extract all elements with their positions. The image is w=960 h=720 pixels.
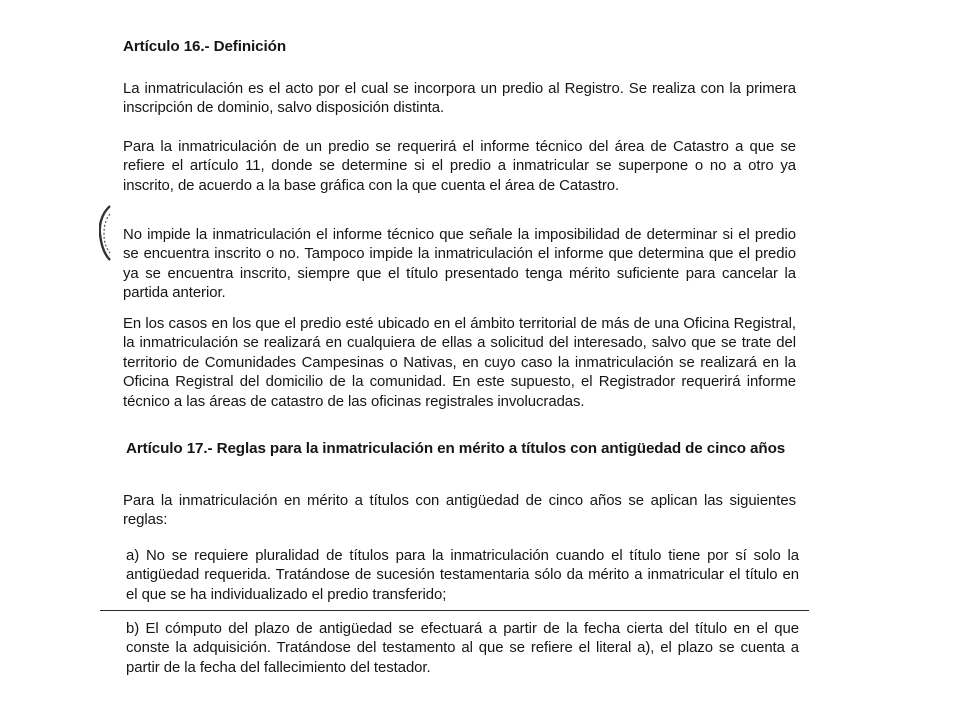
page-break-divider [100, 610, 809, 611]
article-16-paragraph-3: No impide la inmatriculación el informe técnico que señale la imposibilidad de determinar si el predio se encuentra inscrito o no. Tampoco impide la inmatriculación el informe que determina que el predio ya se encuentra inscrito, siempre que el título presentado tenga mérito suficiente para cancelar la partida anterior. [123, 227, 796, 302]
article-16-heading: Artículo 16.- Definición [123, 38, 286, 55]
seal-stamp-icon [99, 204, 111, 262]
article-17-heading: Artículo 17.- Reglas para la inmatriculación en mérito a títulos con antigüedad de cinco años [126, 440, 786, 457]
article-16-paragraph-4: En los casos en los que el predio esté ubicado en el ámbito territorial de más de una Oficina Registral, la inmatriculación se realizará en cualquiera de ellas a solicitud del interesado, salvo que se trate del territorio de Comunidades Campesinas o Nativas, en cuyo caso la inmatriculación se realizará en la Oficina Registral del domicilio de la comunidad. En este supuesto, el Registrador requerirá informe técnico a las áreas de catastro de las oficinas registrales involucradas. [123, 316, 796, 410]
article-17-item-a: a) No se requiere pluralidad de títulos para la inmatriculación cuando el título tiene por sí solo la antigüedad requerida. Tratándose de sucesión testamentaria sólo da mérito a inmatricular el título en el que se ha individualizado el predio transferido; [126, 548, 799, 603]
article-16-paragraph-1: La inmatriculación es el acto por el cual se incorpora un predio al Registro. Se realiza con la primera inscripción de dominio, salvo disposición distinta. [123, 81, 796, 117]
article-17-intro: Para la inmatriculación en mérito a títulos con antigüedad de cinco años se aplican las siguientes reglas: [123, 493, 796, 529]
article-16-paragraph-2: Para la inmatriculación de un predio se requerirá el informe técnico del área de Catastro a que se refiere el artículo 11, donde se determine si el predio a inmatricular se superpone o no a otro ya inscrito, de acuerdo a la base gráfica con la que cuenta el área de Catastro. [123, 139, 796, 194]
article-17-item-b: b) El cómputo del plazo de antigüedad se efectuará a partir de la fecha cierta del título en el que conste la adquisición. Tratándose del testamento al que se refiere el literal a), el plazo se cuenta a partir de la fecha del fallecimiento del testador. [126, 621, 799, 676]
